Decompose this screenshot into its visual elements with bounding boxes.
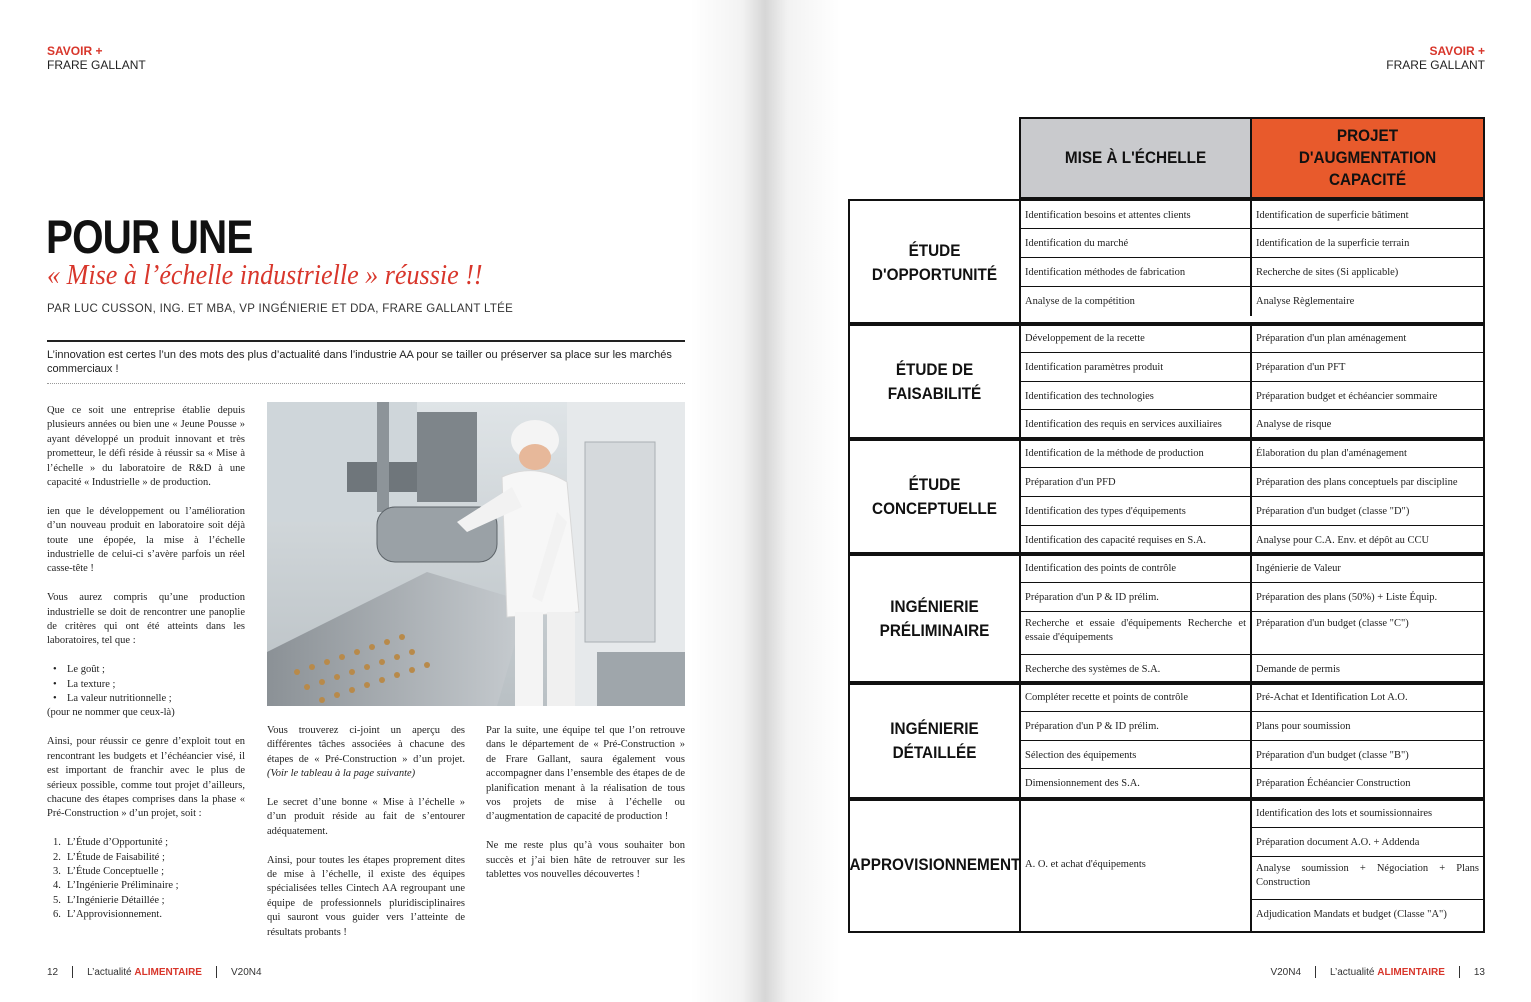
table-group-ingenierie-detaillee xyxy=(848,681,1485,801)
list-number: 5. xyxy=(53,894,61,906)
table-cell-mise: Identification des capacité requises en S.A. xyxy=(1021,526,1252,554)
section-name: FRARE GALLANT xyxy=(47,58,146,72)
magazine-brand xyxy=(1330,967,1445,978)
stage-label-text: ÉTUDE DE FAISABILITÉ xyxy=(887,359,982,403)
page-number: 13 xyxy=(1473,966,1485,978)
paragraph: Le secret d’une bonne « Mise à l’échelle » d’un produit réside au fait de s’entourer adéquatement. xyxy=(267,797,465,837)
list-item xyxy=(47,879,245,893)
article-column-2 xyxy=(267,724,465,954)
table-cell-mise: Recherche et essaie d'équipements Recherche et essaie d'équipements xyxy=(1021,612,1252,655)
header-text: PROJET D'AUGMENTATION CAPACITÉ xyxy=(1298,126,1437,189)
page-number: 12 xyxy=(47,966,59,978)
table-cell-projet: Demande de permis xyxy=(1256,664,1340,675)
header-text: MISE À L'ÉCHELLE xyxy=(1064,148,1207,167)
list-item xyxy=(47,908,245,922)
list-text: L’Approvisionnement. xyxy=(67,909,162,921)
stage-label-text: APPROVISIONNEMENT xyxy=(849,855,1020,874)
brand-name: ALIMENTAIRE xyxy=(134,966,202,978)
table-cell-projet: Élaboration du plan d'aménagement xyxy=(1252,439,1483,468)
table-cell-mise: Identification de la méthode de production xyxy=(1021,439,1252,468)
article-column-1 xyxy=(47,404,245,923)
table-group-etude-conceptuelle xyxy=(848,437,1485,556)
paragraph: Ainsi, pour réussir ce genre d’exploit tout en rencontrant les budgets et l’échéancier visé, il est important de franchir avec le plus de sérieux possible, comme tout projet d’ailleurs, chacune des étapes comprises dans la phase « Pré-Construction » d’un projet, soit : xyxy=(47,736,245,820)
column-header-projet xyxy=(1250,117,1485,199)
table-group-etude-de-faisabilite xyxy=(848,322,1485,441)
stage-label xyxy=(850,324,1021,439)
table-cell-projet: Plans pour soumission xyxy=(1252,712,1483,741)
table-cell-mise: Compléter recette et points de contrôle xyxy=(1021,683,1252,712)
table-cell-projet: Identification de la superficie terrain xyxy=(1252,229,1483,258)
table-cell-projet: Préparation document A.O. + Addenda xyxy=(1252,828,1483,857)
paragraph: Ne me reste plus qu’à vous souhaiter bon succès et j’ai bien hâte de retrouver sur les tablettes vos nouvelles découvertes ! xyxy=(486,840,685,881)
table-cell-mise: Préparation d'un P & ID prélim. xyxy=(1021,583,1252,612)
list-item xyxy=(47,851,245,865)
stage-label xyxy=(850,554,1021,683)
table-cell-mise: Développement de la recette xyxy=(1021,324,1252,353)
list-item xyxy=(47,836,245,850)
table-cell-mise: Préparation d'un P & ID prélim. xyxy=(1021,712,1252,741)
list-number: 1. xyxy=(53,837,61,849)
table-cell-mise: Préparation d'un PFD xyxy=(1021,468,1252,497)
magazine-brand xyxy=(87,967,202,978)
table-cell-projet: Préparation des plans conceptuels par discipline xyxy=(1252,468,1483,497)
section-name: FRARE GALLANT xyxy=(1386,58,1485,72)
list-text: L’Étude de Faisabilité ; xyxy=(67,851,165,863)
table-cell-projet: Recherche de sites (Si applicable) xyxy=(1252,258,1483,287)
table-cell-mise: Dimensionnement des S.A. xyxy=(1021,769,1252,799)
stage-label xyxy=(850,683,1021,799)
issue-number: V20N4 xyxy=(1270,966,1302,978)
list-item xyxy=(47,894,245,908)
issue-number: V20N4 xyxy=(230,966,262,978)
pre-construction-table xyxy=(848,117,1485,933)
table-cell-mise: Identification des types d'équipements xyxy=(1021,497,1252,526)
table-cell-mise: Analyse de la compétition xyxy=(1021,287,1252,316)
list-number: 4. xyxy=(53,880,61,892)
stage-label xyxy=(850,799,1021,931)
list-text: L’Ingénierie Préliminaire ; xyxy=(67,880,179,892)
table-cell-projet: Préparation d'un budget (classe "B") xyxy=(1252,741,1483,769)
table-cell-mise: Identification des requis en services auxiliaires xyxy=(1021,410,1252,439)
folio-right xyxy=(1270,966,1485,978)
paragraph: (pour ne nommer que ceux-là) xyxy=(47,707,175,719)
folio-separator xyxy=(216,966,217,978)
stage-label xyxy=(850,439,1021,554)
table-group-etude-d-opportunite xyxy=(848,199,1485,326)
list-item: • La valeur nutritionnelle ; xyxy=(47,692,245,706)
table-cell-mise: Sélection des équipements xyxy=(1021,741,1252,769)
running-head-left xyxy=(47,44,146,72)
section-kicker: SAVOIR + xyxy=(1429,44,1485,58)
lead-divider xyxy=(47,383,685,384)
table-cell-mise: Identification paramètres produit xyxy=(1021,353,1252,382)
list-item: • La texture ; xyxy=(47,678,245,692)
folio-separator xyxy=(1459,966,1460,978)
table-cell-mise: Identification du marché xyxy=(1021,229,1252,258)
stage-label-text: INGÉNIERIE DÉTAILLÉE xyxy=(890,719,979,762)
table-cell-projet: Analyse de risque xyxy=(1256,419,1332,430)
paragraph-text: Vous trouverez ci-joint un aperçu des différentes tâches associées à chacune des étapes de « Pré-Construction » d’un projet. xyxy=(267,725,465,765)
list-number: 2. xyxy=(53,851,61,863)
stage-label-text: ÉTUDE D'OPPORTUNITÉ xyxy=(871,240,998,284)
folio-separator xyxy=(72,966,73,978)
table-group-approvisionnement xyxy=(848,797,1485,933)
article-lead: L’innovation est certes l’un des mots des plus d’actualité dans l’industrie AA pour se tailler ou préserver sa place sur les marchés commerciaux ! xyxy=(47,349,672,375)
list-item: • Le goût ; xyxy=(47,663,245,677)
article-subtitle: « Mise à l’échelle industrielle » réussie !! xyxy=(47,259,483,291)
section-kicker: SAVOIR + xyxy=(47,44,103,58)
table-group-ingenierie-preliminaire xyxy=(848,552,1485,685)
table-cell-mise: Recherche des systèmes de S.A. xyxy=(1021,655,1252,683)
paragraph: Vous aurez compris qu’une production industrielle se doit de rencontrer une panoplie de critères qui ont été atteints dans les laboratoires, tel que : xyxy=(47,592,245,647)
table-cell-projet: Analyse soumission + Négociation + Plans Construction xyxy=(1252,857,1483,900)
folio-left xyxy=(47,966,262,978)
list-text: L’Étude Conceptuelle ; xyxy=(67,865,165,877)
paragraph xyxy=(267,724,465,782)
table-cell-projet: Analyse pour C.A. Env. et dépôt au CCU xyxy=(1256,535,1430,546)
table-cell-projet: Préparation budget et échéancier sommaire xyxy=(1252,382,1483,410)
list-item xyxy=(47,865,245,879)
paragraph: Que ce soit une entreprise établie depuis plusieurs années ou bien une « Jeune Pousse » ayant développé un produit innovant et très prometteur, le défi réside à réussir sa « Mise à l’échelle » du laboratoire de R&D à une capacité « Industrielle » de production. xyxy=(47,405,245,489)
factory-worker-photo xyxy=(267,402,685,706)
brand-prefix: L’actualité xyxy=(1330,966,1375,978)
table-cell-projet: Identification de superficie bâtiment xyxy=(1252,201,1483,229)
list-number: 3. xyxy=(53,865,61,877)
table-cell-projet: Ingénierie de Valeur xyxy=(1252,554,1483,583)
table-reference: (Voir le tableau à la page suivante) xyxy=(267,768,416,780)
running-head-right xyxy=(1386,44,1485,72)
list-number: 6. xyxy=(53,909,61,921)
table-cell-mise: Identification méthodes de fabrication xyxy=(1021,258,1252,287)
article-column-3 xyxy=(486,724,685,897)
table-cell-projet: Préparation Échéancier Construction xyxy=(1256,778,1411,789)
article-byline: PAR LUC CUSSON, ING. ET MBA, VP INGÉNIERIE ET DDA, FRARE GALLANT LTÉE xyxy=(47,303,514,315)
column-header-mise xyxy=(1019,117,1252,199)
lead-rule xyxy=(47,340,685,342)
table-cell-projet: Analyse Règlementaire xyxy=(1256,296,1355,307)
stage-label xyxy=(850,201,1021,324)
table-cell-mise: Identification des points de contrôle xyxy=(1021,554,1252,583)
brand-prefix: L’actualité xyxy=(87,966,132,978)
table-cell-projet: Préparation d'un PFT xyxy=(1252,353,1483,382)
table-cell-projet: Préparation d'un budget (classe "D") xyxy=(1252,497,1483,526)
paragraph: ien que le développement ou l’amélioration d’un nouveau produit en laboratoire soit déjà toute une épopée, la mise à l’échelle industrielle de celui-ci s’avère parfois un réel casse-tête ! xyxy=(47,505,245,575)
list-text: L’Ingénierie Détaillée ; xyxy=(67,894,165,906)
criteria-list xyxy=(47,663,245,706)
table-cell-projet: Préparation d'un budget (classe "C") xyxy=(1252,612,1483,655)
stage-label-text: INGÉNIERIE PRÉLIMINAIRE xyxy=(879,596,990,640)
table-cell-mise: Identification besoins et attentes clients xyxy=(1021,201,1252,229)
paragraph: Ainsi, pour toutes les étapes proprement dites de mise à l’échelle, il existe des équipes spécialisées telles Cintech AA regroupant une équipe de professionnels pluridisciplinaires qui sauront vous guider vers l’atteinte de résultats probants ! xyxy=(267,854,465,938)
table-cell-projet: Pré-Achat et Identification Lot A.O. xyxy=(1252,683,1483,712)
table-cell-projet: Préparation des plans (50%) + Liste Équip. xyxy=(1252,583,1483,612)
table-cell-mise: A. O. et achat d'équipements xyxy=(1021,799,1252,931)
paragraph: Par la suite, une équipe tel que l’on retrouve dans le département de « Pré-Construction » de Frare Gallant, saura également vous accompagner dans l’ensemble des étapes de de planification menant à la réalisation de tous vos projets de mise à l’échelle ou d’augmentation de capacité de production ! xyxy=(486,725,685,823)
steps-list xyxy=(47,836,245,922)
table-cell-projet: Adjudication Mandats et budget (Classe "A") xyxy=(1256,909,1447,920)
stage-label-text: ÉTUDE CONCEPTUELLE xyxy=(872,474,997,518)
brand-name: ALIMENTAIRE xyxy=(1377,966,1445,978)
article-title: POUR UNE xyxy=(46,210,253,263)
folio-separator xyxy=(1315,966,1316,978)
table-cell-projet: Identification des lots et soumissionnaires xyxy=(1252,799,1483,828)
page-gutter-shadow xyxy=(690,0,840,1002)
table-cell-mise: Identification des technologies xyxy=(1021,382,1252,410)
list-text: L’Étude d’Opportunité ; xyxy=(67,837,169,849)
table-cell-projet: Préparation d'un plan aménagement xyxy=(1252,324,1483,353)
